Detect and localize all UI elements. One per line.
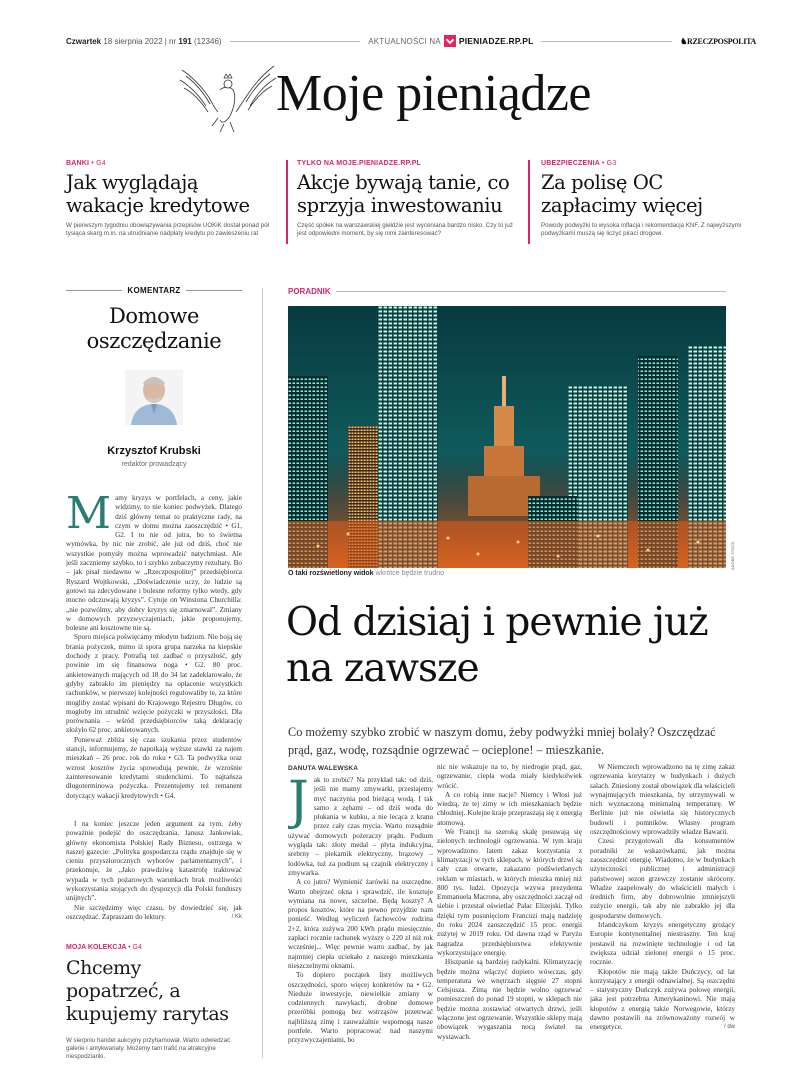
section-header	[66, 286, 242, 295]
teaser-kicker	[66, 160, 281, 167]
article-column-2	[437, 763, 582, 1048]
section-label: KOMENTARZ	[127, 286, 181, 295]
photo-caption	[288, 570, 444, 577]
section-label: PORADNIK	[288, 287, 331, 296]
paragraph	[288, 776, 433, 878]
section-header-poradnik	[288, 287, 726, 296]
teaser-akcje[interactable]	[297, 160, 522, 245]
publisher-logo	[680, 37, 756, 46]
paragraph	[66, 494, 242, 633]
paragraph: Czesi przygotowali dla konsumentów poradniki ze wskazówkami, jak można zaoszczędzić energię. Wiadomo, że w budynkach użyteczności publicznej i administracji państwowej sezon grzewczy zostanie skrócony. Władze zaapelowały do właścicieli małych i średnich firm, aby dobrowolnie zmniejszyli zużycie energii, tak aby nie zabrakło jej dla gospodarstw domowych.	[590, 837, 735, 920]
paragraph: To dopiero początek listy możliwych oszczędności, sporo więcej konkretów na • G2. Niedużе inwestycje, niewielkie zmiany w codziennych nawykach, drobne domowe przeróbki pomogą bez wstrząsów przetrwać najbliższą zimę i zauważalnie wspomogą nasze portfele. Warto popracować nad naszymi przyzwyczajeniami, bo	[288, 971, 433, 1045]
author-photo-icon	[125, 370, 183, 425]
teaser-title[interactable]: Za polisę OC zapłacimy więcej	[541, 171, 703, 217]
teaser-text: Powody podwyżki to wysoka inflacja i rekomendacja KNF. Z najwyższymi podwyżkami muszą się liczyć piraci drogowi.	[541, 222, 742, 237]
day-label: Czwartek	[66, 36, 102, 46]
news-label: AKTUALNOŚCI NA	[368, 36, 441, 46]
article-byline: DANUTA WALEWSKA	[288, 765, 359, 772]
caption-bold: O taki rozświetlony widok	[288, 570, 374, 577]
page-ref: • G4	[128, 944, 142, 951]
commentary-title: Domowe oszczędzanie	[86, 304, 222, 353]
divider	[186, 290, 242, 291]
article-column-1	[288, 776, 433, 1061]
pieniadze-logo-icon	[444, 35, 456, 47]
article-headline: Od dzisiaj i pewnie już na zawsze	[286, 600, 708, 691]
page-ref: • G3	[601, 160, 617, 167]
paragraph-text: Kłopotów nie mają także Duńczycy, od lat korzystający z energii odnawialnej. Są oszczędni – statystyczny Duńczyk zużywa połowę energii, jaka jest potrzebna Amerykaninowi. Nie mają kłopotów z energią także Norwegowie, którzy dawno postawili na zrównoważony rozwój w energetyce.	[590, 967, 735, 1032]
paragraph-text: amy kryzys w portfelach, a ceny, jakie widzimy, to nie koniec podwyżek. Dlatego dziś główny temat to praktyczne rady, na czym w domu można zaoszczędzić • G1, G2. I to nie od jutra, bo to świetna wymówka, by nic nie zrobić, ale już od dziś, choć nie wszystkie pomysły można wprowadzić natychmiast. Ale jeśli zaczniemy szybko, to i szybko zobaczymy rezultaty. Bo – jak pisał niedawno w „Rzeczpospolitej” przedsiębiorca Ryszard Wojtkowski, „Doświadczenie uczy, że ludzie są gotowi na zdecydowane i bolesne reformy tylko wtedy, gdy mocno odczuwają kryzys”. Cytuje on Winstona Churchilla: „nie pozwólmy, aby dobry kryzys się zmarnował”. Zmiany w domowych przyzwyczajeniach, jakie proponujemy, bolesne ani kosztowne nie są.	[66, 494, 242, 633]
date-label: 18 sierpnia 2022 | nr	[103, 36, 177, 46]
signature: / dw	[723, 1024, 735, 1031]
paragraph: Sporo miejsca poświęcamy młodym ludziom. Nie boją się brania pożyczek, mimo iż spora grupa narzeka na kiepskie dochody z pracy. Potrafią też zadbać o przyszłość, gdy powinie im się finansowa noga • G2. 80 proc. ankietowanych mających od 18 do 34 lat zadeklarowało, że gdyby zabrakło im pieniędzy na opłacenie wszystkich rachunków, w pierwszej kolejności regulowaliby te, za które mogliby zostać wpisani do Krajowego Rejestru Długów, co mogłoby im utrudnić wzięcie pożyczki w przyszłości. Dla porównania – wśród przedsiębiorców taką deklarację złożyło 62 proc. ankietowanych.	[66, 633, 242, 735]
page-ref: • G4	[91, 160, 106, 167]
teaser-text: W pierwszym tygodniu obowiązywania przepisów UOKiK dostał ponad pół tysiąca skarg m.in. na utrudnianie nadpłaty kredytu po zawieszeniu rat	[66, 222, 269, 237]
paragraph	[590, 968, 735, 1033]
news-link[interactable]	[368, 35, 533, 47]
dropcap: J	[288, 776, 309, 831]
kicker-label: UBEZPIECZENIA	[541, 160, 600, 167]
dropcap: M	[66, 494, 112, 539]
publisher-name: RZECZPOSPOLITA	[687, 36, 757, 46]
teaser-divider	[286, 160, 288, 244]
author-role: redaktor prowadzący	[121, 461, 187, 468]
issue-total: (12346)	[193, 36, 222, 46]
kicker-label: TYLKO NA MOJE.PIENIADZE.RP.PL	[297, 160, 422, 167]
teaser-title[interactable]: Jak wyglądają wakacje kredytowe	[66, 171, 250, 217]
paragraph: A co jutro? Wymienić żarówki na oszczędne. Warto obejrzeć okna i sprawdzić, ile kosztuje wymiana na nowe, szczelne. Będą koszty? A propos kosztów, które na pewno przyjdzie nam ponieść. Według wyliczeń fachowców rodzina 2+2, która zużywa 200 kWh prądu miesięcznie, zapłaci rocznie rachunek wyższy o 220 zł niż rok wcześniej... Więc pewnie warto zadbać, by jak najmniej ciepła uciekało z naszego mieszkania nieszczelnymi oknami.	[288, 878, 433, 970]
issue-number: 191	[178, 36, 192, 46]
signature: / Kk	[231, 913, 242, 920]
city-skyline-image	[288, 306, 726, 568]
teaser-text: W sierpniu handel aukcyjny przyhamował. Warto odwiedzać galerie i antykwariaty. Możemy tam trafić na atrakcyjne niespodzianki.	[66, 1037, 231, 1060]
teaser-title[interactable]: Chcemy popatrzeć, a kupujemy rarytas	[66, 957, 229, 1025]
divider	[230, 41, 361, 42]
teaser-divider	[528, 160, 530, 244]
divider	[541, 41, 672, 42]
site-link[interactable]: PIENIADZE.RP.PL	[458, 36, 534, 46]
author-portrait	[125, 370, 183, 425]
paragraph: We Francji na szeroką skalę posuwają się zielonych technologii ogrzewania. W tym kraju wprowadzono latem zakaz korzystania z klimatyzacji w tych sklepach, w których drzwi są cały czas otwarte, zakazano podświetlanych reklam w miastach, w których mieszka mniej niż 800 tys. ludzi. Opozycja wzywa prezydenta Emmanuela Macrona, aby oszczędności zaczął od siebie i przestał oświetlać Pałac Elizejski. Tylko dzięki tym posunięciom Francuzi mają nadzieję do roku 2024 zaoszczędzić 15 proc. energii zużytej w 2019 roku. Od dawna rząd w Paryżu nagradza przedsiębiorstwa efektywnie wykorzystujące energię.	[437, 828, 582, 957]
top-bar	[66, 34, 756, 48]
article-column-3	[590, 763, 735, 1048]
paragraph: nic nie wskazuje na to, by niedrogie prąd, gaz, ogrzewanie, ciepła woda miały kiedykolwiek wrócić.	[437, 763, 582, 790]
commentary-body	[66, 494, 242, 820]
issue-date	[66, 37, 222, 46]
paragraph: Ponieważ zbliża się czas szukania przez studentów stancji, informujemy, że napotkają wyższe stawki za najem mieszkań – 26 proc. rok do roku • G3. Ta podwyżka oraz wzrost kosztów życia spowodują pewnie, że wzrośnie zainteresowanie kredytami studenckimi. To najtańsza długoterminowa pożyczka. Prezentujemy też remanent dotyczący wakacji kredytowych • G4.	[66, 735, 242, 800]
teaser-banki[interactable]	[66, 160, 281, 245]
teaser-moja-kolekcja[interactable]	[66, 944, 242, 1061]
paragraph: Irlandczykom kryzys energetyczny grożący Europie kontynentalnej niestraszny. Ten kraj postawił na rozwinięte technologie i od lat zwiększa udział zielonej energii o 15 proc. rocznie.	[590, 921, 735, 967]
article-lead: Co możemy szybko zrobić w naszym domu, żeby podwyżki mniej bolały? Oszczędzać prąd, gaz, wodę, rozsądnie ogrzewać – ocieplone! – mieszkanie.	[288, 725, 716, 757]
night-city-skyline-photo	[288, 306, 726, 568]
author-name: Krzysztof Krubski	[107, 445, 201, 457]
teaser-kicker	[541, 160, 751, 167]
masthead-title: Moje pieniądze	[276, 65, 591, 122]
eagle-emblem-icon	[178, 60, 278, 134]
paragraph: I na koniec jeszcze jeden argument za tym, żeby poważnie podejść do oszczędzania. Janusz Jankowiak, główny ekonomista Polskiej Rady Biznesu, ostrzega w naszej gazecie: „Polityka gospodarcza rządu znajduje się w cieniu przyszłorocznych wyborów parlamentarnych”, i przekonuje, że „Jako prawdziwą katastrofę traktować wypada w tych pożarowych warunkach brak możliwości wykorzystania stojących do dyspozycji dla Polski funduszy unijnych”.	[66, 820, 242, 903]
paragraph: Hiszpanie są bardziej radykalni. Klimatyzację będzie można włączyć dopiero wówczas, gdy temperatura we wnętrzach sięgnie 27 stopni Celsjusza. Zimą nie będzie wolno ogrzewać pomieszczeń do ponad 19 stopni, w sklepach nie będzie można zostawiać otwartych drzwi, jeśli włączone jest ogrzewanie. Wszystkie sklepy mają obowiązek wygaszania nocą świateł na wystawach.	[437, 958, 582, 1041]
kicker-label: BANKI	[66, 160, 90, 167]
teaser-kicker	[66, 944, 242, 951]
teaser-title[interactable]: Akcje bywają tanie, co sprzyja inwestowaniu	[297, 171, 510, 217]
masthead	[178, 58, 618, 136]
teaser-text: Część spółek na warszawskiej giełdzie jest wyceniana bardzo nisko. Czy to już jest odpowiedni moment, by się nimi zainteresować?	[297, 222, 513, 237]
publisher-eagle-icon: ♞	[680, 36, 688, 46]
teaser-ubezpieczenia[interactable]	[541, 160, 751, 245]
caption-text: wkrótce będzie trudno	[375, 570, 445, 577]
paragraph-text: Nie szczędzimy więc czasu, by dowiedzieć się, jak oszczędzać. Zapraszam do lektury.	[66, 903, 242, 921]
paragraph-text: ak to zrobić? Na przykład tak: od dziś, jeśli nie mamy zmywarki, przestajemy myć naczynia pod bieżącą wodą. I tak samo z zębami – od dziś woda do płukania w kubku, a nie lecąca z kranu przez cały czas mycia. Warto rozsądnie używać domowych pożeraczy prądu. Podium wygląda tak: złoty medal – płyta indukcyjna, srebrny – piekarnik elektryczny, brązowy – lodówka, tuż za podium są czajnik elektryczny i zmywarka.	[288, 776, 433, 877]
paragraph	[66, 904, 242, 923]
commentary-header	[66, 286, 242, 468]
column-divider	[262, 288, 263, 1058]
divider	[66, 290, 122, 291]
paragraph: A co robią inne nacje? Niemcy i Włosi już wiedzą, że tej zimy w ich mieszkaniach będzie chłodniej. Kolejne kraje przepraszają się z energią atomową.	[437, 790, 582, 827]
kicker-label: MOJA KOLEKCJA	[66, 944, 127, 951]
teaser-kicker	[297, 160, 522, 167]
paragraph: W Niemczech wprowadzono na tę zimę zakaz ogrzewania korytarzy w budynkach i dużych salach. Zniesiony został obowiązek dla właścicieli wynajmujących mieszkania, by utrzymywali w nich wyznaczoną minimalną temperaturę. W Berlinie już nie oświetla się historycznych budowli i pomników. Własny program oszczędnościowy wprowadziły władze Bawarii.	[590, 763, 735, 837]
divider	[336, 291, 726, 292]
photo-credit: ADOBE STOCK	[730, 541, 735, 570]
